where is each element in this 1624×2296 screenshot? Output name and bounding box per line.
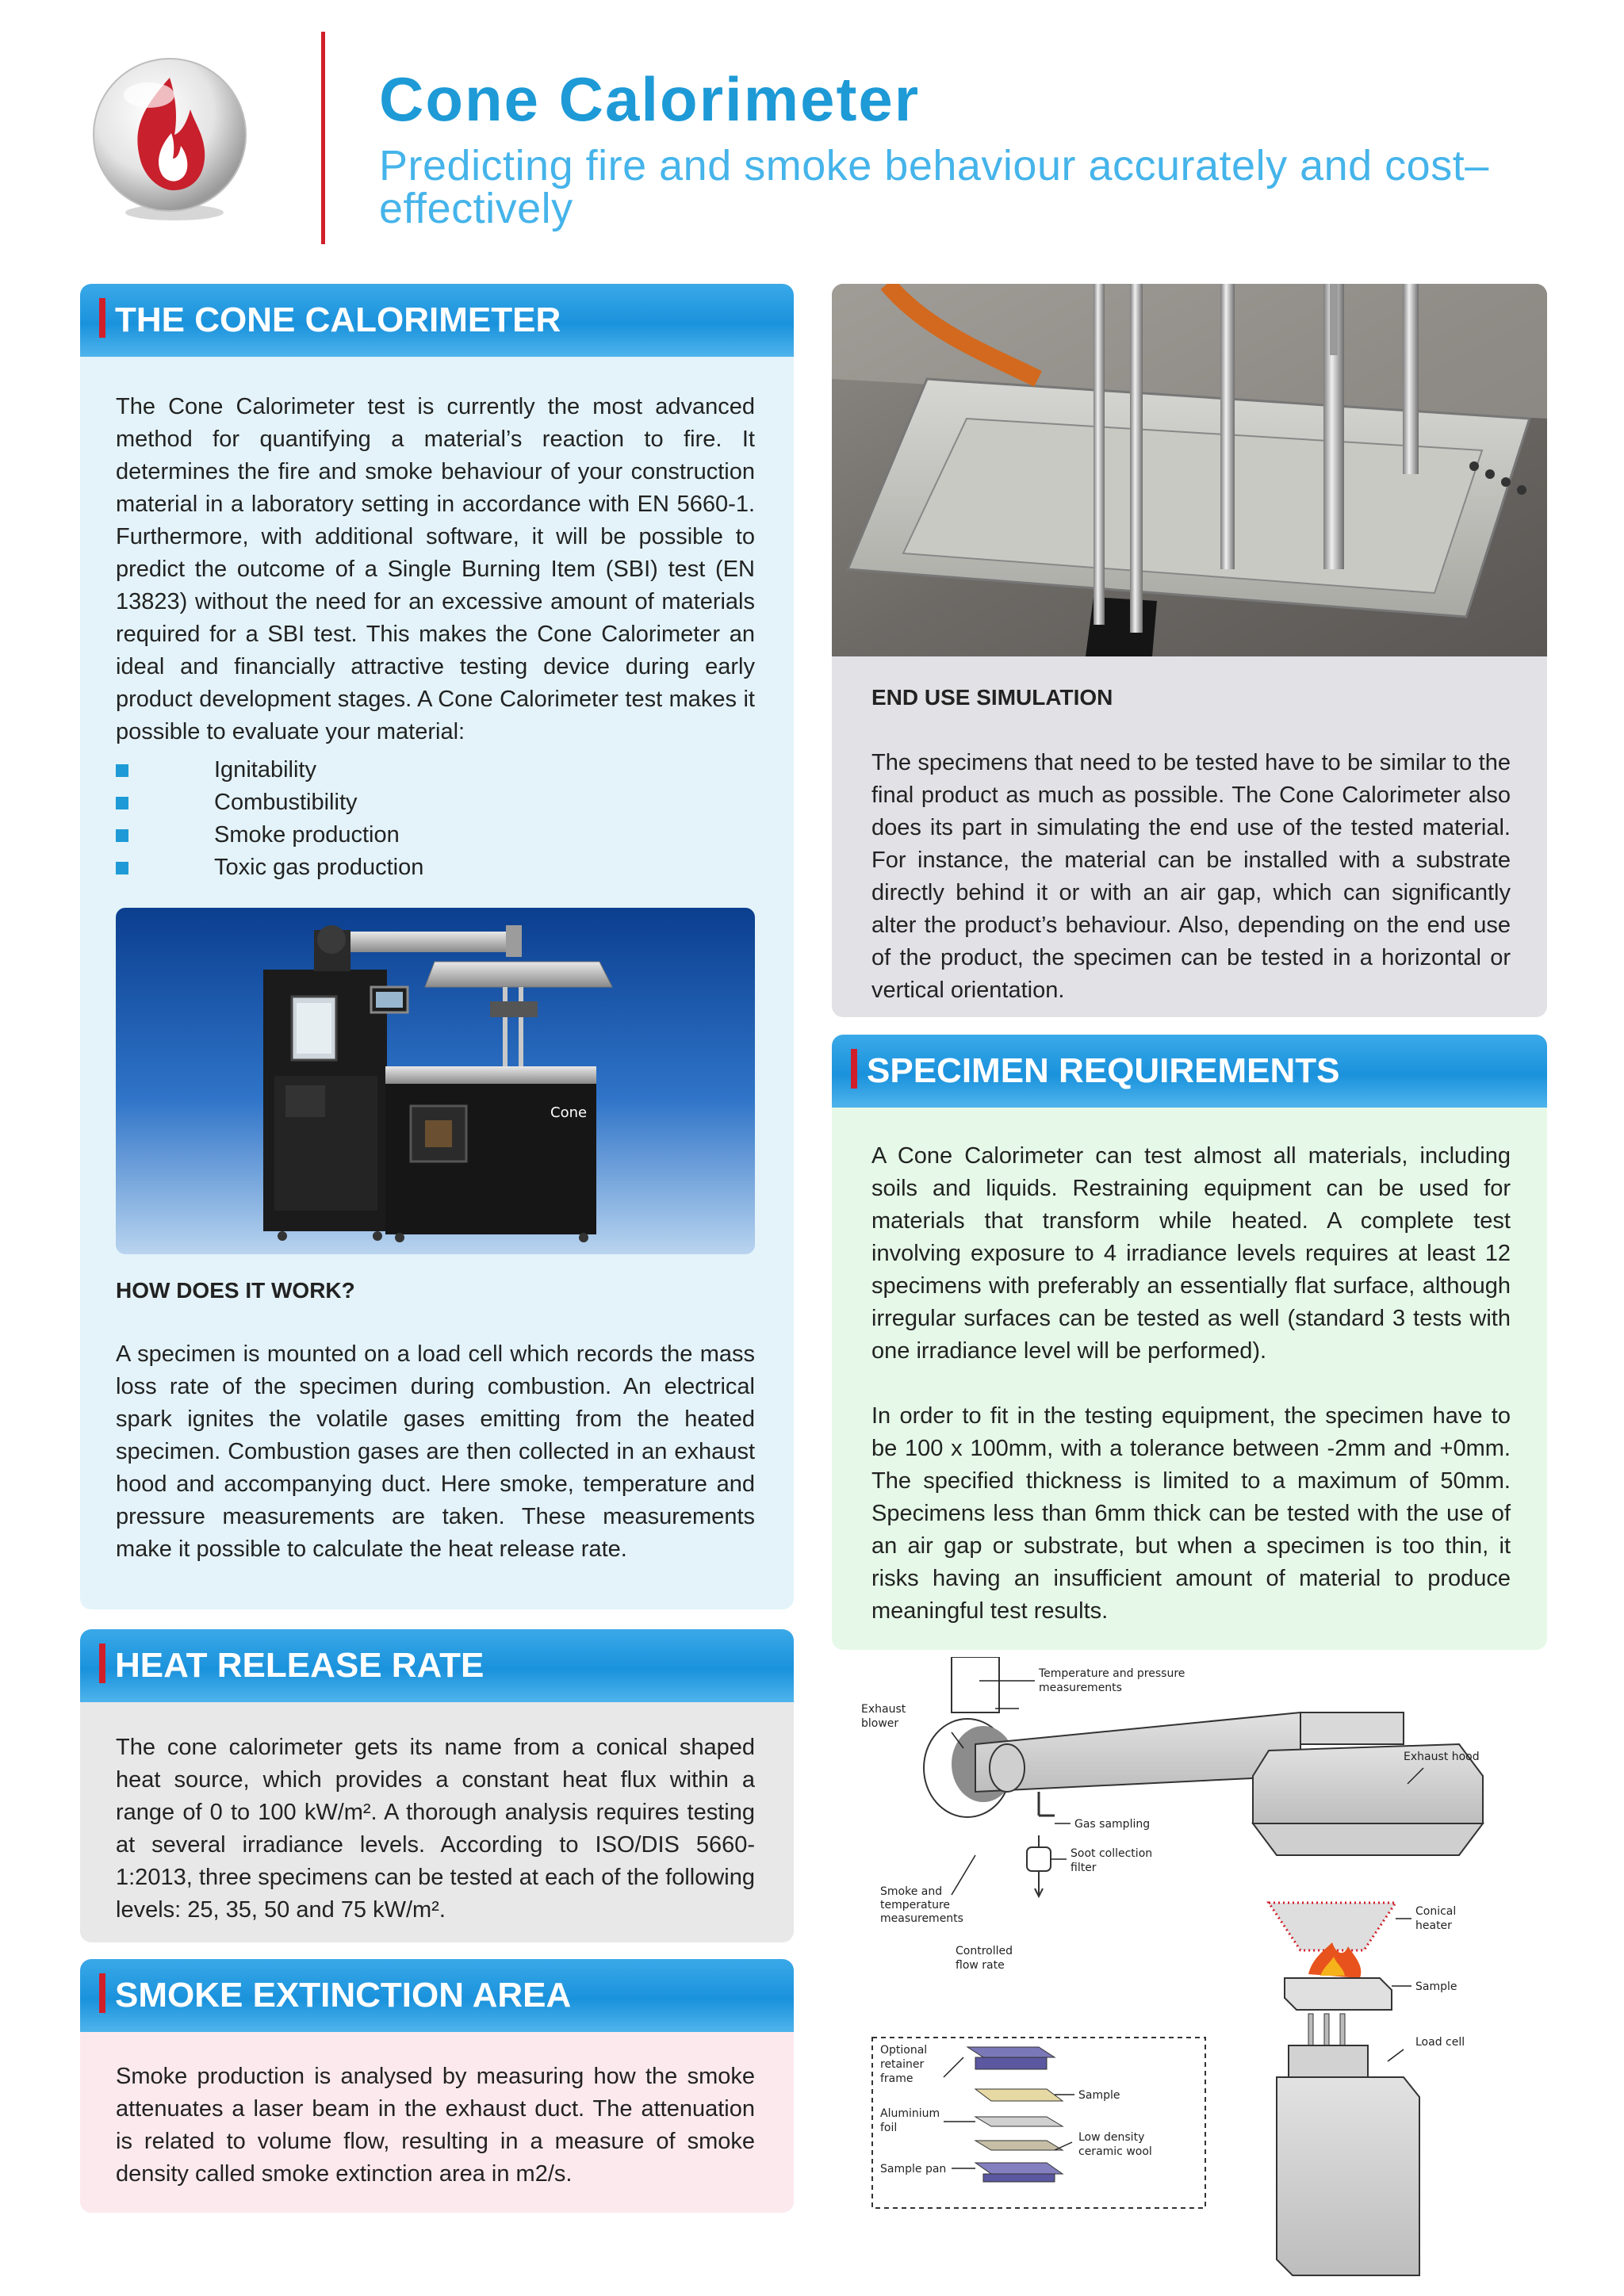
red-marker (99, 1644, 105, 1683)
label-sample-inset: Sample (1078, 2089, 1120, 2102)
svg-text:Low density (1078, 2131, 1144, 2144)
svg-text:heater (1415, 1919, 1452, 1932)
how-it-works-paragraph: A specimen is mounted on a load cell which records the mass loss rate of the specimen during combustion. An electrical spark ignites the volatile gases emitting from the heated specimen. Combustion gases are then collected in an exhaust hood and accompanying duct. Here smoke, temperature and pressure measurements are taken. These measurements make it possible to calculate the heat release rate. (116, 1341, 755, 1562)
header-divider (321, 32, 325, 244)
label-controlled-flow-1: Controlled (956, 1945, 1013, 1957)
label-retainer-1: Optional (880, 2044, 928, 2057)
list-item: Ignitability (116, 754, 755, 786)
label-ceramic-wool-1: Low density (1078, 2131, 1145, 2144)
label-temp-pressure-2: measurements (1039, 1682, 1122, 1694)
specimen-requirements-section (832, 1035, 1547, 1650)
svg-text:Gas sampling (1074, 1818, 1150, 1831)
specimen-paragraph-2: In order to fit in the testing equipment, the specimen have to be 100 x 100mm, with a tolerance between -2mm and +0mm. The specified thickness is limited to a maximum of 50mm. Specimens less than 6mm thick can be tested with the use of an air gap or substrate, but when a specimen is too thin, it risks having an insufficient amount of material to produce meaningful test results. (871, 1403, 1511, 1624)
svg-text:Sample (1078, 2089, 1120, 2102)
page-subtitle: Predicting fire and smoke behaviour accurately and cost–effectively (379, 142, 1489, 232)
svg-text:retainer (880, 2058, 925, 2071)
label-exhaust-hood: Exhaust hood (1404, 1751, 1480, 1763)
cone-calorimeter-section (80, 284, 794, 1609)
section-heading: THE CONE CALORIMETER (115, 300, 561, 339)
label-aluminium-foil-2: foil (880, 2122, 898, 2134)
svg-text:Smoke and (880, 1885, 942, 1898)
label-smoke-temp-2: temperature (880, 1899, 950, 1911)
label-temp-pressure-1: Temperature and pressure (1039, 1667, 1185, 1680)
label-smoke-temp-1: Smoke and (880, 1885, 943, 1898)
cone-calorimeter-machine-photo (116, 908, 755, 1254)
evaluation-list (116, 754, 755, 884)
label-load-cell: Load cell (1415, 2036, 1465, 2049)
cone-calorimeter-schematic (856, 1657, 1491, 2283)
smoke-extinction-paragraph: Smoke production is analysed by measuring how the smoke attenuates a laser beam in the exhaust duct. The attenuation is related to volume flow, resulting in a measure of smoke density called smoke extinction area in m2/s. (116, 2064, 755, 2187)
svg-text:Sample (1415, 1980, 1457, 1993)
label-smoke-temp-3: measurements (880, 1912, 963, 1925)
end-use-simulation-section (832, 284, 1547, 1017)
red-marker (99, 298, 105, 338)
page-title: Cone Calorimeter (379, 64, 921, 134)
label-sample-pan: Sample pan (880, 2163, 947, 2175)
bullet-square-icon (116, 764, 128, 777)
flame-logo-icon (86, 54, 254, 222)
section-heading: HEAT RELEASE RATE (115, 1646, 485, 1685)
label-retainer-3: frame (880, 2072, 914, 2085)
cone-test-bench-photo (832, 284, 1547, 656)
svg-text:ceramic wool (1078, 2145, 1152, 2158)
section-heading: SMOKE EXTINCTION AREA (115, 1976, 572, 2015)
list-item: Toxic gas production (116, 851, 755, 884)
svg-text:filter (1071, 1862, 1097, 1874)
list-item: Smoke production (116, 819, 755, 851)
section-header (80, 1629, 794, 1702)
svg-text:measurements (880, 1912, 963, 1925)
end-use-paragraph: The specimens that need to be tested have to be similar to the final product as much as possible. The Cone Calorimeter also does its part in simulating the end use of the tested material. For instance, the material can be installed with a substrate directly behind it or with an air gap, which can significantly alter the product’s behaviour. Also, depending on the end use of the product, the specimen can be tested in a horizontal or vertical orientation. (871, 750, 1511, 1003)
label-controlled-flow-2: flow rate (956, 1959, 1005, 1972)
svg-text:Soot collection (1071, 1847, 1152, 1860)
svg-text:Exhaust (861, 1703, 906, 1716)
svg-text:Optional (880, 2044, 927, 2057)
label-gas-sampling: Gas sampling (1074, 1818, 1151, 1831)
red-marker (851, 1049, 857, 1089)
list-item: Combustibility (116, 786, 755, 819)
specimen-paragraph-1: A Cone Calorimeter can test almost all materials, including soils and liquids. Restraining equipment can be used for materials that transform while heated. A complete test involving exposure to 4 irradiance levels requires at least 12 specimens with preferably an essentially flat surface, although irregular surfaces can be tested as well (standard 3 tests with one irradiance level will be performed). (871, 1143, 1511, 1364)
label-soot-filter-2: filter (1071, 1862, 1097, 1874)
end-use-heading: END USE SIMULATION (871, 685, 1113, 710)
svg-text:measurements (1039, 1682, 1122, 1694)
label-exhaust-blower-2: blower (861, 1717, 899, 1730)
heat-release-rate-section (80, 1629, 794, 1942)
section-header (832, 1035, 1547, 1108)
section-heading: SPECIMEN REQUIREMENTS (867, 1051, 1340, 1090)
svg-text:frame (880, 2072, 914, 2085)
bullet-square-icon (116, 829, 128, 842)
heat-release-paragraph: The cone calorimeter gets its name from a conical shaped heat source, which provides a constant heat flux within a range of 0 to 100 kW/m². A thorough analysis requires testing at several irradiance levels. According to ISO/DIS 5660-1:2013, three specimens can be tested at each of the following levels: 25, 35, 50 and 75 kW/m². (116, 1735, 755, 1923)
svg-text:flow rate (956, 1959, 1005, 1972)
label-exhaust-blower-1: Exhaust (861, 1703, 906, 1716)
label-aluminium-foil-1: Aluminium (880, 2107, 940, 2120)
intro-paragraph: The Cone Calorimeter test is currently the most advanced method for quantifying a material’s reaction to fire. It determines the fire and smoke behaviour of your construction material in a laboratory setting in accordance with EN 5660-1. Furthermore, with additional software, it will be possible to predict the outcome of a Single Burning Item (SBI) test (EN 13823) without the need for an excessive amount of materials required for a SBI test. This makes the Cone Calorimeter an ideal and financially attractive testing device during early product development stages. A Cone Calorimeter test makes it possible to evaluate your material: (116, 394, 755, 744)
machine-brand-label: Cone (550, 1104, 588, 1121)
svg-text:Conical (1415, 1905, 1456, 1918)
smoke-extinction-section (80, 1959, 794, 2213)
svg-text:Load cell (1415, 2036, 1465, 2049)
svg-text:Sample pan (880, 2163, 946, 2175)
svg-text:blower (861, 1717, 898, 1730)
svg-text:Aluminium (880, 2107, 940, 2120)
svg-text:Exhaust hood (1404, 1751, 1480, 1763)
bullet-square-icon (116, 797, 128, 809)
red-marker (99, 1973, 105, 2013)
label-sample: Sample (1415, 1980, 1457, 1993)
svg-text:temperature (880, 1899, 950, 1911)
bullet-square-icon (116, 862, 128, 874)
label-conical-heater-1: Conical (1415, 1905, 1457, 1918)
svg-text:Temperature and pressure (1038, 1667, 1185, 1680)
label-conical-heater-2: heater (1415, 1919, 1452, 1932)
svg-text:Controlled (956, 1945, 1013, 1957)
how-it-works-heading: HOW DOES IT WORK? (116, 1278, 355, 1303)
label-ceramic-wool-2: ceramic wool (1078, 2145, 1152, 2158)
label-retainer-2: retainer (880, 2058, 925, 2071)
label-soot-filter-1: Soot collection (1071, 1847, 1153, 1860)
section-header (80, 1959, 794, 2032)
section-header (80, 284, 794, 357)
svg-text:foil (880, 2122, 897, 2134)
